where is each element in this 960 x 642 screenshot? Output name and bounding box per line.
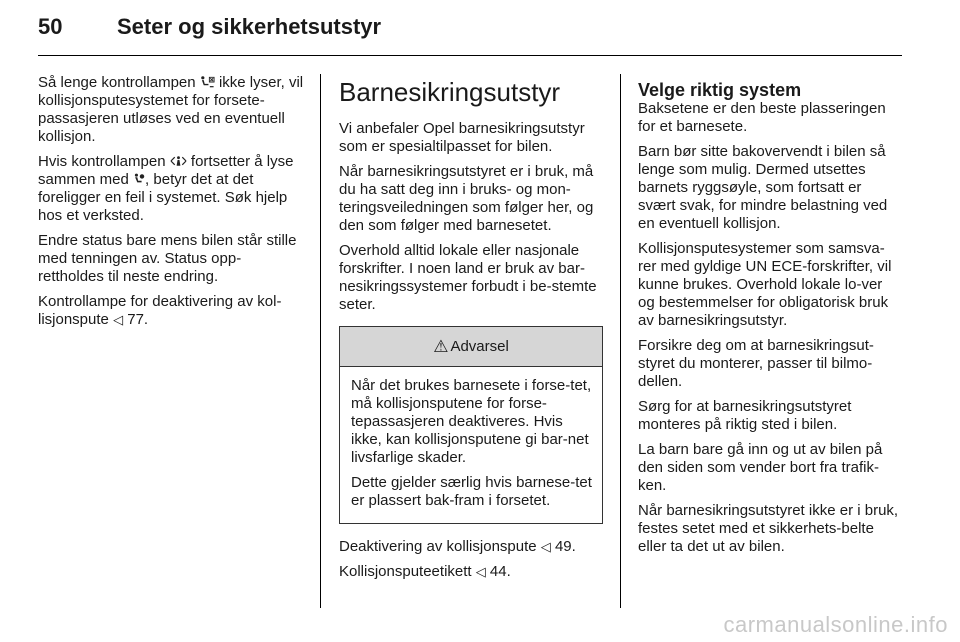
page-reference-arrow-icon: ◁ [540, 539, 551, 554]
page-reference-arrow-icon: ◁ [113, 312, 124, 327]
col3-paragraph-2: Barn bør sitte bakovervendt i bilen så lenge som mulig. Dermed utsettes barnets ryggsøyle, som fortsatt er svært svak, for mindre belastning ved en eventuell kollisjon. [638, 143, 888, 232]
col2-paragraph-4: Deaktivering av kollisjonspute ◁ 49. [339, 538, 576, 555]
col1-paragraph-1: Så lenge kontrollampen ikke lyser, vil kollisjonsputesystemet for forsete-passasjeren utløses ved en eventuell kollisjon. [38, 74, 304, 145]
col3-paragraph-3: Kollisjonsputesystemer som samsva-rer med gyldige UN ECE-forskrifter, vil kunne brukes. Overhold lokale lo-ver og bestemmelser for obligatorisk bruk av barnesikringsutstyr. [638, 240, 892, 329]
column-2 [339, 74, 603, 588]
airbag-warning-icon [133, 172, 145, 186]
page-reference-link[interactable]: 49. [554, 538, 576, 555]
airbag-fault-icon [170, 154, 187, 168]
column-3 [638, 74, 902, 563]
col2-paragraph-1: Vi anbefaler Opel barnesikringsutstyr som er spesialtilpasset for bilen. [339, 120, 585, 155]
col3-paragraph-6: La barn bare gå inn og ut av bilen på den siden som vender bort fra trafik-ken. [638, 441, 883, 494]
watermark: carmanualsonline.info [723, 612, 948, 637]
page-reference-link[interactable]: 44. [489, 563, 511, 580]
column-divider-1 [320, 74, 321, 608]
page-reference-arrow-icon: ◁ [475, 564, 486, 579]
warning-title: Advarsel [450, 337, 509, 355]
col3-paragraph-4: Forsikre deg om at barnesikringsut-styret du monterer, passer til bilmo-dellen. [638, 337, 874, 390]
header-rule [38, 55, 902, 56]
airbag-off-warning-icon [200, 75, 215, 89]
col3-paragraph-7: Når barnesikringsutstyret ikke er i bruk, festes setet med et sikkerhets-belte eller ta det ut av bilen. [638, 502, 899, 555]
page-reference-link[interactable]: 77. [127, 311, 149, 328]
warning-box [339, 326, 603, 524]
section-title: Barnesikringsutstyr [339, 77, 561, 107]
subsection-title: Velge riktig system [638, 80, 802, 100]
col3-paragraph-1: Baksetene er den beste plasseringen for et barnesete. [638, 100, 886, 135]
col1-paragraph-3: Endre status bare mens bilen står stille med tenningen av. Status opp-rettholdes til neste endring. [38, 232, 297, 285]
warning-paragraph-2: Dette gjelder særlig hvis barnese-tet er plassert bak-fram i forsetet. [351, 474, 592, 509]
column-1 [38, 74, 304, 336]
page-number: 50 [38, 14, 63, 39]
warning-paragraph-1: Når det brukes barnesete i forse-tet, må kollisjonsputene for forse-tepassasjeren deaktiveres. Hvis ikke, kan kollisjonsputene gi bar-net livsfarlige skader. [351, 377, 592, 466]
warning-triangle-icon: ⚠ [433, 336, 449, 356]
col3-paragraph-5: Sørg for at barnesikringsutstyret monteres på riktig sted i bilen. [638, 398, 852, 433]
column-divider-2 [620, 74, 621, 608]
col2-paragraph-3: Overhold alltid lokale eller nasjonale forskrifter. I noen land er bruk av bar-nesikringssystemer forbudt i be-stemte seter. [339, 242, 597, 313]
col2-paragraph-5: Kollisjonsputeetikett ◁ 44. [339, 563, 511, 580]
col2-paragraph-2: Når barnesikringsutstyret er i bruk, må du ha satt deg inn i bruks- og mon-teringsveiledningen som følger her, og den som følger med barnesetet. [339, 163, 594, 234]
col1-paragraph-2: Hvis kontrollampen fortsetter å lyse sammen med , betyr det at det foreligger en feil i systemet. Søk hjelp hos et verksted. [38, 153, 294, 224]
warning-header [340, 327, 602, 367]
warning-body [340, 367, 602, 523]
col1-paragraph-4: Kontrollampe for deaktivering av kol-lisjonspute ◁ 77. [38, 293, 282, 328]
page-header-title: Seter og sikkerhetsutstyr [117, 14, 382, 39]
